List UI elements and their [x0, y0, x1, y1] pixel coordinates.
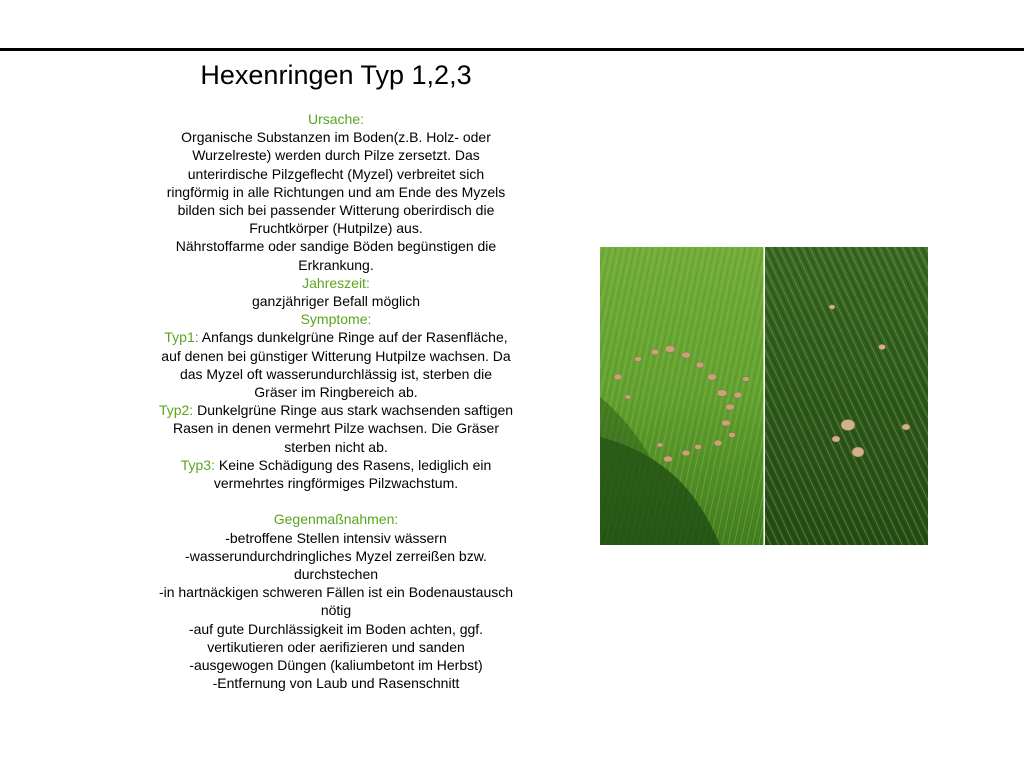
gegenmassnahmen-line: -in hartnäckigen schweren Fällen ist ein Bodenaustausch	[158, 584, 514, 601]
gegenmassnahmen-line: -wasserundurchdringliches Myzel zerreißen bzw.	[185, 547, 487, 564]
gegenmassnahmen-line: -Entfernung von Laub und Rasenschnitt	[212, 675, 460, 692]
ursache-line: Erkrankung.	[298, 256, 374, 273]
text-body	[136, 110, 536, 692]
gegenmassnahmen-line: durchstechen	[293, 566, 379, 583]
typ2-line: sterben nicht ab.	[284, 438, 388, 455]
ursache-line: Wurzelreste) werden durch Pilze zersetzt. Das	[192, 147, 480, 164]
fairy-ring-lawn-photo	[600, 247, 928, 545]
typ3-label: Typ3:	[180, 456, 215, 473]
gegenmassnahmen-line: vertikutieren oder aerifizieren und sanden	[207, 638, 465, 655]
typ1-line	[136, 328, 536, 346]
typ3-text: Keine Schädigung des Rasens, lediglich ein	[214, 456, 492, 473]
jahreszeit-text: ganzjähriger Befall möglich	[251, 293, 421, 310]
symptome-label: Symptome:	[300, 311, 372, 328]
jahreszeit-label: Jahreszeit:	[302, 274, 370, 291]
ursache-line: Fruchtkörper (Hutpilze) aus.	[249, 220, 423, 237]
gegenmassnahmen-line: -auf gute Durchlässigkeit im Boden achten, ggf.	[188, 620, 484, 637]
spacer	[136, 492, 536, 510]
typ1-label: Typ1:	[164, 329, 199, 346]
typ2-line	[136, 401, 536, 419]
typ2-label: Typ2:	[158, 402, 194, 419]
top-rule	[0, 48, 1024, 51]
ursache-label: Ursache:	[307, 111, 365, 127]
typ1-line: auf denen bei günstiger Witterung Hutpilze wachsen. Da	[161, 347, 511, 364]
gegenmassnahmen-line: -betroffene Stellen intensiv wässern	[225, 529, 447, 546]
typ1-text: Anfangs dunkelgrüne Ringe auf der Rasenfläche,	[198, 329, 508, 346]
ursache-line: unterirdische Pilzgeflecht (Myzel) verbreitet sich	[187, 165, 485, 182]
gegenmassnahmen-line: -ausgewogen Düngen (kaliumbetont im Herbst)	[189, 657, 483, 674]
ursache-line: ringförmig in alle Richtungen und am Ende des Myzels	[166, 183, 506, 200]
typ3-line: vermehrtes ringförmiges Pilzwachstum.	[213, 475, 459, 492]
ursache-line: Organische Substanzen im Boden(z.B. Holz- oder	[181, 129, 491, 146]
gegenmassnahmen-label: Gegenmaßnahmen:	[273, 511, 399, 528]
ursache-line: Nährstoffarme oder sandige Böden begünstigen die	[175, 238, 497, 255]
gegenmassnahmen-line: nötig	[320, 602, 352, 619]
typ1-line: das Myzel oft wasserundurchlässig ist, sterben die	[179, 365, 493, 382]
slide-title: Hexenringen Typ 1,2,3	[200, 60, 472, 90]
typ1-line: Gräser im Ringbereich ab.	[254, 384, 418, 401]
ursache-line: bilden sich bei passender Witterung oberirdisch die	[177, 202, 495, 219]
typ2-line: Rasen in denen vermehrt Pilze wachsen. Die Gräser	[172, 420, 500, 437]
typ2-text: Dunkelgrüne Ringe aus stark wachsenden saftigen	[193, 402, 514, 419]
typ3-line	[136, 456, 536, 474]
